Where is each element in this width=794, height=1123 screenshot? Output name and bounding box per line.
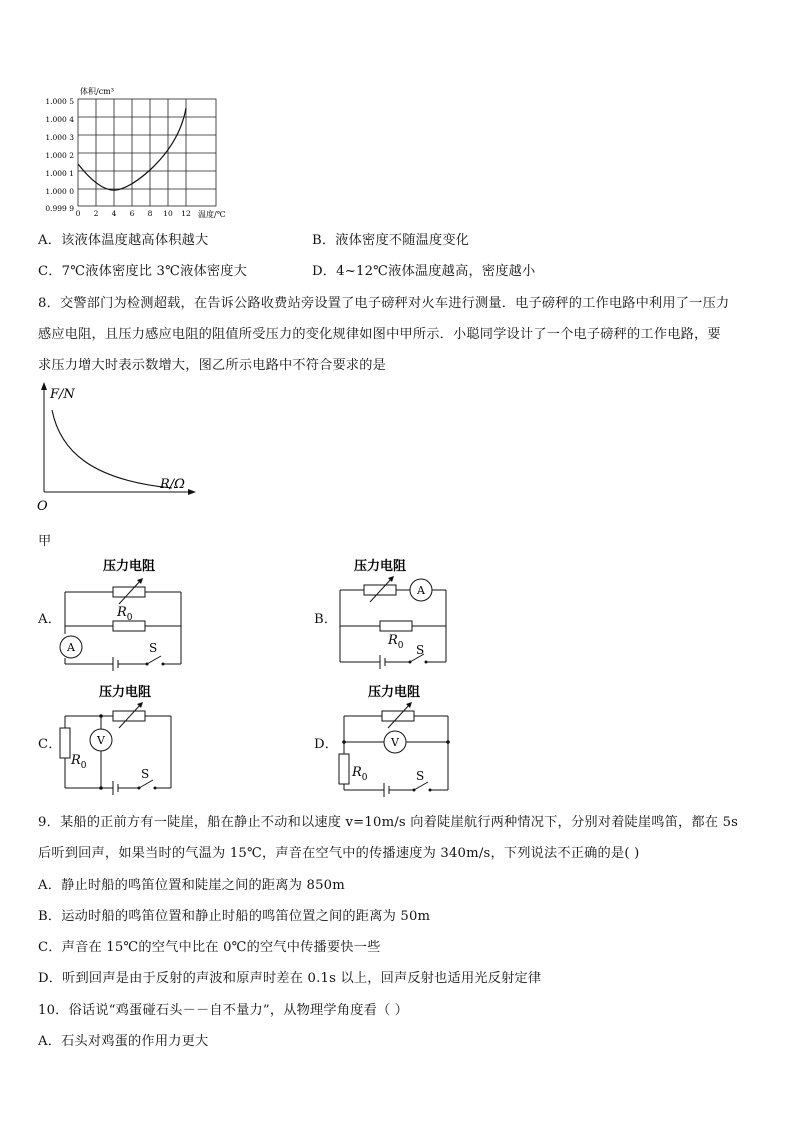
y-tick: 1.000 2 <box>45 151 74 160</box>
pressure-resistor-title: 压力电阻 <box>99 685 152 700</box>
volume-temperature-chart <box>30 84 245 224</box>
x-axis-title: 温度/℃ <box>198 210 226 219</box>
y-tick: 1.000 1 <box>45 169 74 178</box>
y-tick: 1.000 5 <box>45 97 74 106</box>
circuit-c-option[interactable]: C． <box>38 737 62 752</box>
y-tick: 1.000 4 <box>45 115 74 124</box>
y-axis-title: 体积/cm³ <box>80 87 114 96</box>
circuit-d <box>330 678 470 803</box>
pressure-resistor-title: 压力电阻 <box>368 685 421 700</box>
q9-question-line-1: 9．某船的正前方有一陡崖，船在静止不动和以速度 v=10m/s 向着陡崖航行两种情况下，分别对着陡崖鸣笛，都在 5s <box>38 815 739 830</box>
q9-option-b[interactable]: B．运动时船的鸣笛位置和静止时船的鸣笛位置之间的距离为 50m <box>38 909 431 924</box>
q9-option-c[interactable]: C．声音在 15℃的空气中比在 0℃的空气中传播要快一些 <box>38 940 381 955</box>
q7-option-c[interactable]: C．7℃液体密度比 3℃液体密度大 <box>38 264 248 279</box>
circuit-b-option[interactable]: B． <box>314 612 338 627</box>
q10-question-line-1: 10．俗话说“鸡蛋碰石头－－自不量力”，从物理学角度看（ ） <box>38 1003 409 1018</box>
meter-symbol: A <box>67 641 75 654</box>
graph-y-label: F/N <box>50 387 75 402</box>
q7-option-a[interactable]: A．该液体温度越高体积越大 <box>38 233 209 248</box>
r0-label: $R_0$ <box>71 753 87 771</box>
x-tick: 12 <box>181 209 191 218</box>
x-tick: 10 <box>163 209 173 218</box>
r0-label: $R_0$ <box>117 605 133 623</box>
graph-origin: O <box>37 499 48 514</box>
q9-option-a[interactable]: A．静止时船的鸣笛位置和陡崖之间的距离为 850m <box>38 878 345 893</box>
x-tick: 0 <box>75 209 81 218</box>
q8-question-line-2: 感应电阻，且压力感应电阻的阻值所受压力的变化规律如图中甲所示．小聪同学设计了一个电子磅秤的工作电路，要 <box>38 327 721 342</box>
x-tick: 6 <box>129 209 135 218</box>
meter-symbol: V <box>391 736 399 749</box>
graph-x-label: R/Ω <box>160 477 185 492</box>
switch-label: S <box>141 767 150 781</box>
q9-question-line-2: 后听到回声，如果当时的气温为 15℃，声音在空气中的传播速度为 340m/s，下列说法不正确的是( ) <box>38 846 640 861</box>
x-tick: 4 <box>111 209 117 218</box>
y-tick: 0.999 9 <box>45 204 74 213</box>
switch-label: S <box>416 769 425 783</box>
q8-question-line-1: 8．交警部门为检测超载，在告诉公路收费站旁设置了电子磅秤对火车进行测量．电子磅秤的工作电路中利用了一压力 <box>38 296 730 311</box>
graph-caption: 甲 <box>38 534 52 549</box>
circuit-c <box>55 678 195 803</box>
r0-label: $R_0$ <box>388 633 404 651</box>
switch-label: S <box>149 641 158 655</box>
r0-label: $R_0$ <box>352 765 368 783</box>
y-tick: 1.000 0 <box>45 187 74 196</box>
circuit-d-option[interactable]: D． <box>314 737 339 752</box>
q9-option-d[interactable]: D．听到回声是由于反射的声波和原声时差在 0.1s 以上，回声反射也适用光反射定律 <box>38 971 542 986</box>
force-resistance-graph <box>30 380 200 520</box>
force-curve <box>52 410 172 488</box>
circuit-a-option[interactable]: A． <box>38 612 62 627</box>
circuit-b <box>330 552 470 677</box>
y-tick: 1.000 3 <box>45 133 74 142</box>
x-tick: 2 <box>93 209 99 218</box>
q8-question-line-3: 求压力增大时表示数增大，图乙所示电路中不符合要求的是 <box>38 358 387 373</box>
switch-label: S <box>416 643 425 657</box>
q7-option-b[interactable]: B．液体密度不随温度变化 <box>312 233 470 248</box>
pressure-resistor-title: 压力电阻 <box>354 559 407 574</box>
meter-symbol: A <box>417 584 425 597</box>
circuit-a <box>55 552 195 677</box>
pressure-resistor-title: 压力电阻 <box>103 559 156 574</box>
x-tick: 8 <box>147 209 153 218</box>
meter-symbol: V <box>97 734 105 747</box>
q10-option-a[interactable]: A．石头对鸡蛋的作用力更大 <box>38 1034 209 1049</box>
q7-option-d[interactable]: D．4~12℃液体温度越高，密度越小 <box>312 264 536 279</box>
